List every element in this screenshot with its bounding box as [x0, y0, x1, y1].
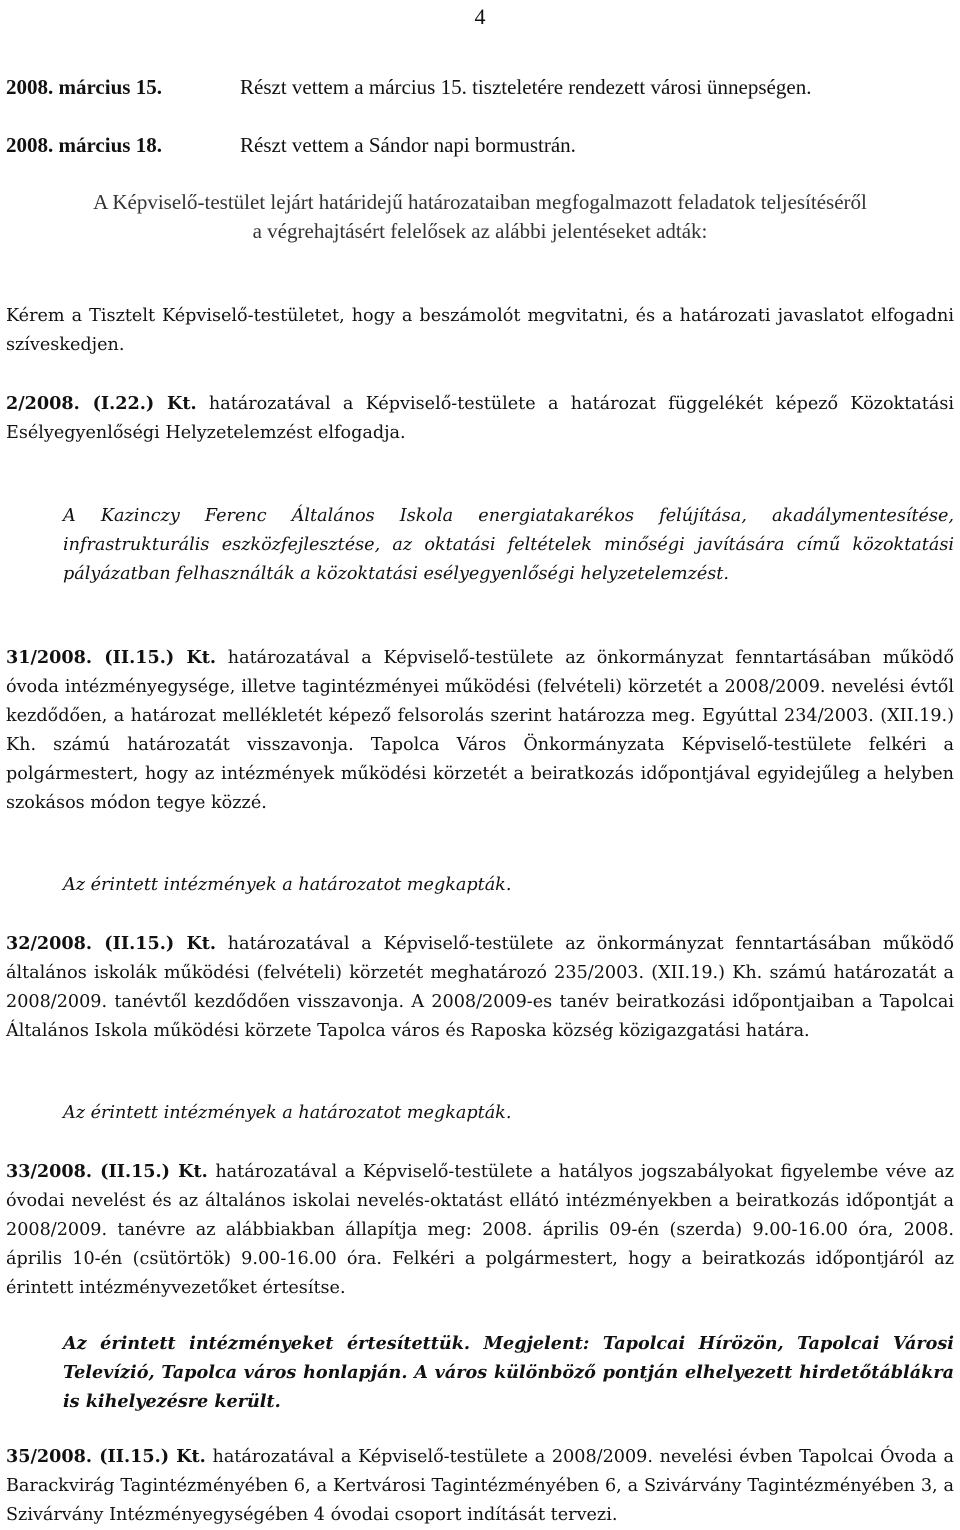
resolution-ref: 31/2008. (II.15.) Kt.: [6, 647, 216, 668]
request-paragraph: Kérem a Tisztelt Képviselő-testületet, hogy a beszámolót megvitatni, és a határozati javaslatot elfogadni szíveskedjen.: [6, 306, 954, 355]
event-text: Részt vettem a Sándor napi bormustrán.: [240, 133, 576, 157]
resolution-report: Az érintett intézmények a határozatot megkapták.: [63, 875, 512, 895]
event-date: 2008. március 18.: [6, 133, 162, 157]
resolution-report: A Kazinczy Ferenc Általános Iskola energiatakarékos felújítása, akadálymentesítése, infrastrukturális eszközfejlesztése, az oktatási feltételek minőségi javítására című közoktatási pályázatban felhasználták a közoktatási esélyegyenlőségi helyzetelemzést.: [63, 506, 954, 584]
resolution-text: határozatával a Képviselő-testülete az önkormányzat fenntartásában működő óvoda intézményegysége, illetve tagintézményei működési (felvételi) körzetét a 2008/2009. nevelési évtől kezdődően, a határozat mellékletét képező felsorolás szerint határozza meg. Egyúttal 234/2003. (XII.19.) Kh. számú határozatát visszavonja. Tapolca Város Önkormányzata Képviselő-testülete felkéri a polgármestert, hogy az intézmények működési körzetét a beiratkozás időpontjával egyidejűleg a helyben szokásos módon tegye közzé.: [6, 648, 954, 813]
resolution-text: határozatával a Képviselő-testülete a határozat függelékét képező Közoktatási Esélyegyenlőségi Helyzetelemzést elfogadja.: [6, 394, 954, 443]
resolution-report: Az érintett intézmények a határozatot megkapták.: [63, 1103, 512, 1123]
resolution-report: Az érintett intézményeket értesítettük. Megjelent: Tapolcai Hírözön, Tapolcai Városi Televízió, Tapolca város honlapján. A város különböző pontján elhelyezett hirdetőtáblákra is kihelyezésre került.: [63, 1333, 954, 1412]
event-row: [6, 73, 950, 101]
resolution-text: határozatával a Képviselő-testülete az önkormányzat fenntartásában működő általános iskolák működési (felvételi) körzetét meghatározó 235/2003. (XII.19.) Kh. számú határozatát a 2008/2009. tanévtől kezdődően visszavonja. A 2008/2009-es tanév beiratkozási időpontjaiban a Tapolcai Általános Iskola működési körzete Tapolca város és Raposka község közigazgatási határa.: [6, 934, 954, 1041]
resolution-ref: 33/2008. (II.15.) Kt.: [6, 1161, 208, 1182]
section-heading: [0, 188, 960, 246]
resolution-text: határozatával a Képviselő-testülete a hatályos jogszabályokat figyelembe véve az óvodai nevelést és az általános iskolai nevelés-oktatást ellátó intézményekben a beiratkozás időpontját a 2008/2009. tanévre az alábbiakban állapítja meg: 2008. április 09-én (szerda) 9.00-16.00 óra, 2008. április 10-én (csütörtök) 9.00-16.00 óra. Felkéri a polgármestert, hogy a beiratkozás időpontjáról az érintett intézményvezetőket értesítse.: [6, 1162, 954, 1298]
resolution-ref: 32/2008. (II.15.) Kt.: [6, 933, 216, 954]
resolution-ref: 35/2008. (II.15.) Kt.: [6, 1446, 206, 1467]
resolution-paragraph: [6, 643, 954, 818]
resolution-paragraph: [6, 1157, 954, 1303]
section-heading-line1: A Képviselő-testület lejárt határidejű határozataiban megfogalmazott feladatok teljesítéséről: [93, 190, 867, 214]
resolution-paragraph: [6, 389, 954, 448]
resolution-ref: 2/2008. (I.22.) Kt.: [6, 393, 197, 414]
page-number: 4: [474, 4, 486, 29]
resolution-paragraph: [6, 929, 954, 1046]
event-text: Részt vettem a március 15. tiszteletére rendezett városi ünnepségen.: [240, 75, 812, 99]
event-row: [6, 131, 950, 159]
section-heading-line2: a végrehajtásért felelősek az alábbi jelentéseket adták:: [252, 219, 708, 243]
resolution-text: határozatával a Képviselő-testülete a 2008/2009. nevelési évben Tapolcai Óvoda a Barackvirág Tagintézményében 6, a Kertvárosi Tagintézményében 6, a Szivárvány Tagintézményében 3, a Szivárvány Intézményegységében 4 óvodai csoport indítását tervezi.: [6, 1447, 954, 1525]
resolution-paragraph: [6, 1442, 954, 1530]
event-date: 2008. március 15.: [6, 75, 162, 99]
